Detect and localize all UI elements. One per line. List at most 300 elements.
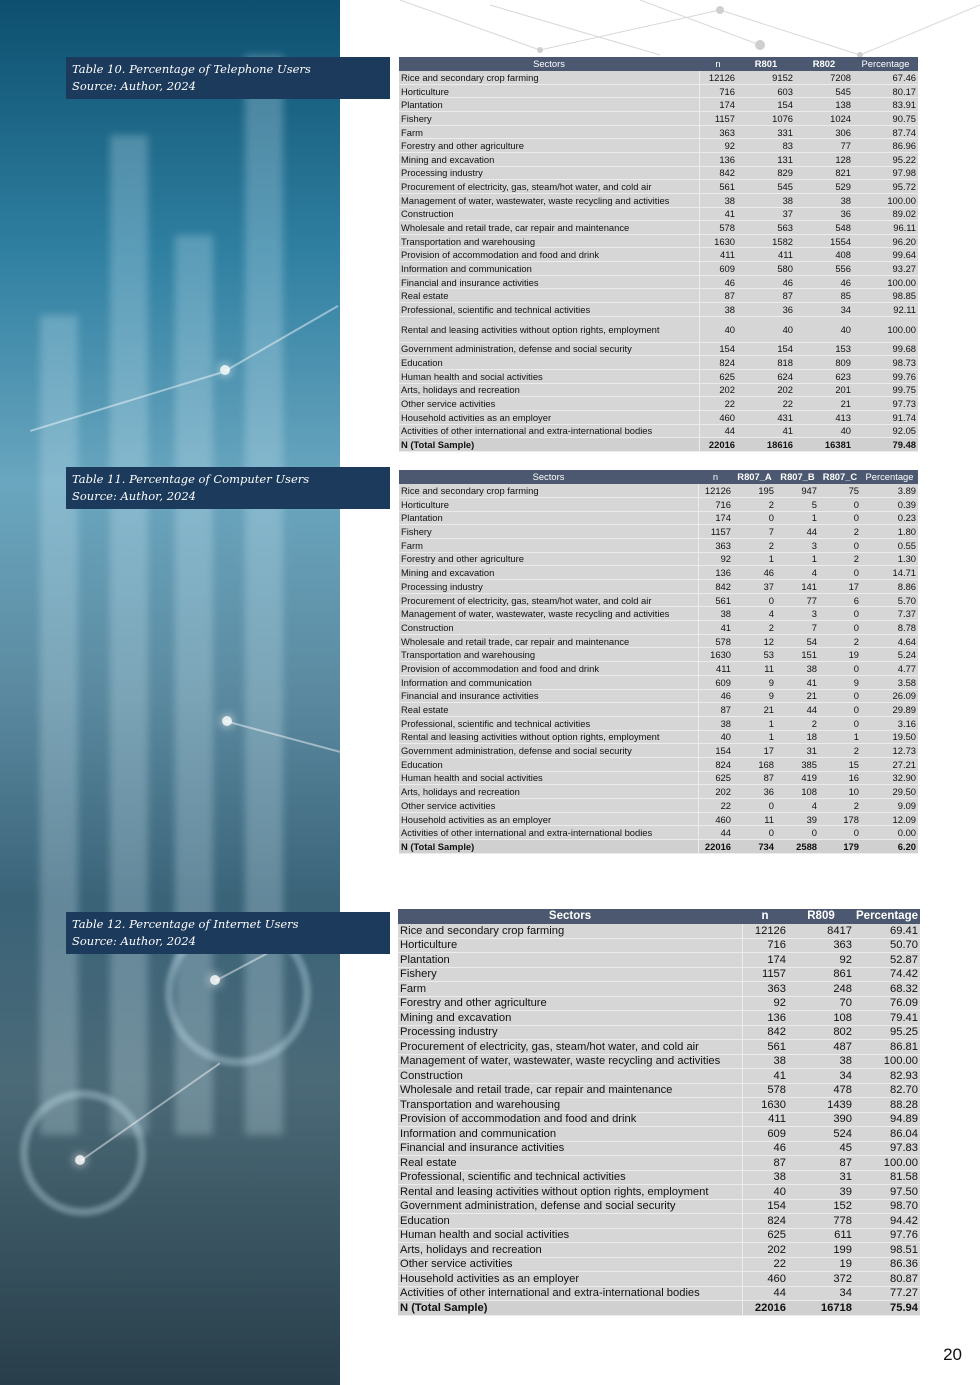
value-cell: 93.27: [853, 262, 918, 276]
table-row: [399, 98, 918, 112]
value-cell: 1024: [795, 112, 853, 126]
sector-cell: Mining and excavation: [399, 566, 698, 580]
value-cell: 92: [788, 953, 854, 968]
sector-cell: Professional, scientific and technical activities: [399, 716, 698, 730]
value-cell: 408: [795, 248, 853, 262]
table-total-row: [398, 1301, 920, 1316]
value-cell: 154: [698, 744, 733, 758]
value-cell: 18: [776, 730, 819, 744]
value-cell: 92.05: [853, 424, 918, 438]
table-row: [399, 648, 918, 662]
sector-cell: N (Total Sample): [399, 840, 698, 854]
value-cell: 22016: [698, 840, 733, 854]
value-cell: 94.89: [854, 1112, 920, 1127]
table-row: [398, 1011, 920, 1026]
caption-source: Source: Author, 2024: [72, 79, 196, 93]
value-cell: 824: [698, 757, 733, 771]
value-cell: 2: [733, 538, 776, 552]
value-cell: 136: [699, 152, 737, 166]
value-cell: 8.86: [861, 580, 918, 594]
value-cell: 0: [819, 566, 861, 580]
value-cell: 26.09: [861, 689, 918, 703]
value-cell: 99.76: [853, 369, 918, 383]
value-cell: 0: [819, 538, 861, 552]
table-row: [399, 369, 918, 383]
value-cell: 15: [819, 757, 861, 771]
value-cell: 411: [698, 662, 733, 676]
value-cell: 202: [699, 383, 737, 397]
table-row: [398, 1156, 920, 1171]
value-cell: 390: [788, 1112, 854, 1127]
table-row: [399, 112, 918, 126]
value-cell: 824: [742, 1214, 788, 1229]
value-cell: 32.90: [861, 771, 918, 785]
value-cell: 1630: [742, 1098, 788, 1113]
value-cell: 22: [737, 397, 795, 411]
value-cell: 83.91: [853, 98, 918, 112]
value-cell: 2: [819, 552, 861, 566]
value-cell: 41: [776, 675, 819, 689]
value-cell: 41: [698, 621, 733, 635]
value-cell: 87: [737, 289, 795, 303]
table-row: [399, 193, 918, 207]
table-row: [399, 289, 918, 303]
value-cell: 0: [819, 621, 861, 635]
value-cell: 38: [795, 193, 853, 207]
page-number: 20: [943, 1345, 962, 1364]
value-cell: 154: [737, 342, 795, 356]
value-cell: 96.20: [853, 234, 918, 248]
value-cell: 625: [698, 771, 733, 785]
value-cell: 0: [819, 716, 861, 730]
table-row: [399, 525, 918, 539]
value-cell: 4: [776, 799, 819, 813]
sector-cell: Government administration, defense and social security: [399, 744, 698, 758]
table-row: [399, 410, 918, 424]
sector-cell: Financial and insurance activities: [399, 689, 698, 703]
column-header: R802: [795, 57, 853, 71]
table-row: [398, 1141, 920, 1156]
value-cell: 98.85: [853, 289, 918, 303]
column-header: Percentage: [861, 470, 918, 484]
table-row: [399, 316, 918, 342]
value-cell: 11: [733, 812, 776, 826]
value-cell: 1157: [698, 525, 733, 539]
value-cell: 27.21: [861, 757, 918, 771]
sector-cell: Household activities as an employer: [399, 410, 699, 424]
value-cell: 545: [795, 84, 853, 98]
value-cell: 419: [776, 771, 819, 785]
value-cell: 22016: [699, 438, 737, 452]
value-cell: 1630: [699, 234, 737, 248]
value-cell: 100.00: [853, 275, 918, 289]
table-row: [399, 356, 918, 370]
value-cell: 0: [733, 826, 776, 840]
sector-cell: Other service activities: [398, 1257, 742, 1272]
sector-cell: Arts, holidays and recreation: [399, 785, 698, 799]
value-cell: 9: [733, 675, 776, 689]
value-cell: 82.93: [854, 1069, 920, 1084]
table-row: [398, 967, 920, 982]
value-cell: 41: [742, 1069, 788, 1084]
sector-cell: Provision of accommodation and food and drink: [398, 1112, 742, 1127]
value-cell: 0: [819, 662, 861, 676]
deco-bar: [110, 135, 148, 1135]
sector-cell: Rental and leasing activities without option rights, employment: [399, 730, 698, 744]
column-header: Sectors: [399, 470, 698, 484]
value-cell: 79.48: [853, 438, 918, 452]
value-cell: 1.30: [861, 552, 918, 566]
value-cell: 75: [819, 484, 861, 498]
value-cell: 6: [819, 593, 861, 607]
table-row: [398, 982, 920, 997]
sector-cell: Transportation and warehousing: [399, 648, 698, 662]
value-cell: 460: [699, 410, 737, 424]
sector-cell: Household activities as an employer: [399, 812, 698, 826]
value-cell: 46: [737, 275, 795, 289]
table-row: [399, 234, 918, 248]
value-cell: 12.09: [861, 812, 918, 826]
caption-title: Table 10. Percentage of Telephone Users: [72, 62, 311, 76]
table-row: [399, 716, 918, 730]
value-cell: 2: [776, 716, 819, 730]
value-cell: 70: [788, 996, 854, 1011]
network-node: [222, 716, 232, 726]
value-cell: 2: [819, 525, 861, 539]
sector-cell: Financial and insurance activities: [399, 275, 699, 289]
value-cell: 97.73: [853, 397, 918, 411]
value-cell: 46: [698, 689, 733, 703]
value-cell: 38: [742, 1170, 788, 1185]
sector-cell: Processing industry: [399, 580, 698, 594]
value-cell: 97.98: [853, 166, 918, 180]
caption-source: Source: Author, 2024: [72, 934, 196, 948]
value-cell: 195: [733, 484, 776, 498]
table-row: [399, 275, 918, 289]
value-cell: 38: [699, 303, 737, 317]
sector-cell: Arts, holidays and recreation: [399, 383, 699, 397]
value-cell: 83: [737, 139, 795, 153]
value-cell: 2: [733, 621, 776, 635]
value-cell: 1.80: [861, 525, 918, 539]
sector-cell: Real estate: [398, 1156, 742, 1171]
table-row: [398, 1272, 920, 1287]
sector-cell: Mining and excavation: [398, 1011, 742, 1026]
value-cell: 46: [699, 275, 737, 289]
caption-table-11: [66, 467, 390, 509]
value-cell: 0: [819, 703, 861, 717]
network-decoration: [340, 0, 980, 60]
value-cell: 44: [776, 703, 819, 717]
value-cell: 0.23: [861, 511, 918, 525]
value-cell: 3.16: [861, 716, 918, 730]
value-cell: 131: [737, 152, 795, 166]
table-row: [399, 484, 918, 498]
sector-cell: N (Total Sample): [398, 1301, 742, 1316]
value-cell: 306: [795, 125, 853, 139]
value-cell: 248: [788, 982, 854, 997]
value-cell: 34: [788, 1069, 854, 1084]
network-node: [220, 365, 230, 375]
value-cell: 861: [788, 967, 854, 982]
value-cell: 38: [698, 716, 733, 730]
sector-cell: Rental and leasing activities without option rights, employment: [399, 316, 699, 342]
value-cell: 1: [733, 730, 776, 744]
value-cell: 46: [733, 566, 776, 580]
table-row: [399, 248, 918, 262]
sector-cell: N (Total Sample): [399, 438, 699, 452]
value-cell: 16718: [788, 1301, 854, 1316]
table-row: [399, 799, 918, 813]
value-cell: 100.00: [853, 316, 918, 342]
value-cell: 100.00: [854, 1054, 920, 1069]
value-cell: 603: [737, 84, 795, 98]
sector-cell: Horticulture: [399, 497, 698, 511]
value-cell: 68.32: [854, 982, 920, 997]
sector-cell: Farm: [399, 125, 699, 139]
sector-cell: Procurement of electricity, gas, steam/hot water, and cold air: [399, 180, 699, 194]
value-cell: 99.68: [853, 342, 918, 356]
sector-cell: Education: [399, 356, 699, 370]
value-cell: 14.71: [861, 566, 918, 580]
column-header: R807_C: [819, 470, 861, 484]
value-cell: 100.00: [854, 1156, 920, 1171]
table-row: [398, 1112, 920, 1127]
value-cell: 44: [776, 525, 819, 539]
table-row: [398, 1170, 920, 1185]
sector-cell: Processing industry: [398, 1025, 742, 1040]
value-cell: 385: [776, 757, 819, 771]
value-cell: 202: [742, 1243, 788, 1258]
sector-cell: Information and communication: [398, 1127, 742, 1142]
value-cell: 21: [776, 689, 819, 703]
sector-cell: Professional, scientific and technical activities: [398, 1170, 742, 1185]
value-cell: 578: [742, 1083, 788, 1098]
table-row: [398, 1127, 920, 1142]
sector-cell: Professional, scientific and technical activities: [399, 303, 699, 317]
value-cell: 87: [742, 1156, 788, 1171]
value-cell: 431: [737, 410, 795, 424]
value-cell: 75.94: [854, 1301, 920, 1316]
table-row: [399, 342, 918, 356]
sector-cell: Management of water, wastewater, waste recycling and activities: [399, 607, 698, 621]
sector-cell: Human health and social activities: [399, 369, 699, 383]
value-cell: 96.11: [853, 221, 918, 235]
value-cell: 3.58: [861, 675, 918, 689]
value-cell: 0.00: [861, 826, 918, 840]
table-row: [399, 771, 918, 785]
value-cell: 153: [795, 342, 853, 356]
value-cell: 91.74: [853, 410, 918, 424]
sector-cell: Construction: [398, 1069, 742, 1084]
value-cell: 1157: [699, 112, 737, 126]
sector-cell: Construction: [399, 207, 699, 221]
value-cell: 19: [788, 1257, 854, 1272]
value-cell: 22016: [742, 1301, 788, 1316]
value-cell: 578: [699, 221, 737, 235]
value-cell: 556: [795, 262, 853, 276]
value-cell: 46: [795, 275, 853, 289]
value-cell: 363: [788, 938, 854, 953]
sector-cell: Arts, holidays and recreation: [398, 1243, 742, 1258]
table-row: [399, 262, 918, 276]
value-cell: 69.41: [854, 924, 920, 939]
value-cell: 460: [742, 1272, 788, 1287]
column-header: n: [698, 470, 733, 484]
value-cell: 89.02: [853, 207, 918, 221]
value-cell: 9152: [737, 71, 795, 85]
table-row: [399, 593, 918, 607]
value-cell: 22: [698, 799, 733, 813]
table-row: [399, 689, 918, 703]
table-row: [398, 1083, 920, 1098]
value-cell: 7: [776, 621, 819, 635]
value-cell: 40: [737, 316, 795, 342]
value-cell: 842: [699, 166, 737, 180]
value-cell: 92: [742, 996, 788, 1011]
value-cell: 97.83: [854, 1141, 920, 1156]
value-cell: 201: [795, 383, 853, 397]
value-cell: 578: [698, 634, 733, 648]
value-cell: 80.87: [854, 1272, 920, 1287]
value-cell: 99.75: [853, 383, 918, 397]
value-cell: 716: [699, 84, 737, 98]
table-row: [399, 221, 918, 235]
telephone-users-table: [399, 57, 918, 452]
value-cell: 16381: [795, 438, 853, 452]
sector-cell: Activities of other international and extra-international bodies: [398, 1286, 742, 1301]
value-cell: 38: [742, 1054, 788, 1069]
sector-cell: Rice and secondary crop farming: [399, 71, 699, 85]
value-cell: 50.70: [854, 938, 920, 953]
value-cell: 580: [737, 262, 795, 276]
value-cell: 31: [776, 744, 819, 758]
table-row: [399, 538, 918, 552]
value-cell: 202: [698, 785, 733, 799]
value-cell: 19.50: [861, 730, 918, 744]
value-cell: 829: [737, 166, 795, 180]
value-cell: 0: [776, 826, 819, 840]
table-row: [398, 996, 920, 1011]
value-cell: 34: [788, 1286, 854, 1301]
value-cell: 4: [733, 607, 776, 621]
value-cell: 37: [733, 580, 776, 594]
value-cell: 38: [788, 1054, 854, 1069]
value-cell: 1: [733, 716, 776, 730]
value-cell: 85: [795, 289, 853, 303]
value-cell: 947: [776, 484, 819, 498]
value-cell: 625: [742, 1228, 788, 1243]
value-cell: 34: [795, 303, 853, 317]
table-row: [399, 552, 918, 566]
column-header: R801: [737, 57, 795, 71]
value-cell: 92: [699, 139, 737, 153]
value-cell: 7208: [795, 71, 853, 85]
value-cell: 5: [776, 497, 819, 511]
sector-cell: Education: [399, 757, 698, 771]
value-cell: 363: [699, 125, 737, 139]
value-cell: 29.89: [861, 703, 918, 717]
internet-users-table: [398, 909, 920, 1316]
table-row: [399, 785, 918, 799]
value-cell: 372: [788, 1272, 854, 1287]
value-cell: 97.50: [854, 1185, 920, 1200]
table-row: [398, 1257, 920, 1272]
value-cell: 94.42: [854, 1214, 920, 1229]
value-cell: 363: [698, 538, 733, 552]
sector-cell: Education: [398, 1214, 742, 1229]
value-cell: 22: [699, 397, 737, 411]
value-cell: 86.36: [854, 1257, 920, 1272]
value-cell: 22: [742, 1257, 788, 1272]
value-cell: 545: [737, 180, 795, 194]
value-cell: 38: [699, 193, 737, 207]
table-total-row: [399, 438, 918, 452]
value-cell: 413: [795, 410, 853, 424]
table-row: [399, 634, 918, 648]
deco-bar: [40, 315, 78, 1135]
value-cell: 136: [698, 566, 733, 580]
value-cell: 17: [733, 744, 776, 758]
value-cell: 7: [733, 525, 776, 539]
value-cell: 0: [819, 826, 861, 840]
sector-cell: Rental and leasing activities without option rights, employment: [398, 1185, 742, 1200]
sector-cell: Farm: [398, 982, 742, 997]
value-cell: 623: [795, 369, 853, 383]
value-cell: 0: [819, 511, 861, 525]
value-cell: 12126: [699, 71, 737, 85]
sector-cell: Information and communication: [399, 262, 699, 276]
value-cell: 36: [795, 207, 853, 221]
value-cell: 1: [776, 511, 819, 525]
value-cell: 12126: [742, 924, 788, 939]
table-row: [399, 730, 918, 744]
table-row: [399, 757, 918, 771]
value-cell: 41: [737, 424, 795, 438]
sector-cell: Real estate: [399, 703, 698, 717]
background-photo: [0, 0, 340, 1385]
value-cell: 609: [742, 1127, 788, 1142]
value-cell: 2: [819, 799, 861, 813]
value-cell: 842: [698, 580, 733, 594]
table-row: [398, 1228, 920, 1243]
sector-cell: Real estate: [399, 289, 699, 303]
sector-cell: Procurement of electricity, gas, steam/hot water, and cold air: [398, 1040, 742, 1055]
table-row: [399, 207, 918, 221]
value-cell: 561: [742, 1040, 788, 1055]
value-cell: 1: [733, 552, 776, 566]
value-cell: 9.09: [861, 799, 918, 813]
value-cell: 168: [733, 757, 776, 771]
value-cell: 174: [699, 98, 737, 112]
table-row: [398, 1185, 920, 1200]
table-row: [399, 662, 918, 676]
value-cell: 31: [788, 1170, 854, 1185]
value-cell: 39: [788, 1185, 854, 1200]
value-cell: 37: [737, 207, 795, 221]
value-cell: 8.78: [861, 621, 918, 635]
sector-cell: Human health and social activities: [399, 771, 698, 785]
table-header-row: [398, 909, 920, 924]
sector-cell: Provision of accommodation and food and drink: [399, 248, 699, 262]
table-row: [398, 953, 920, 968]
value-cell: 1: [819, 730, 861, 744]
value-cell: 331: [737, 125, 795, 139]
sector-cell: Plantation: [398, 953, 742, 968]
sector-cell: Other service activities: [399, 799, 698, 813]
sector-cell: Provision of accommodation and food and drink: [399, 662, 698, 676]
value-cell: 561: [699, 180, 737, 194]
